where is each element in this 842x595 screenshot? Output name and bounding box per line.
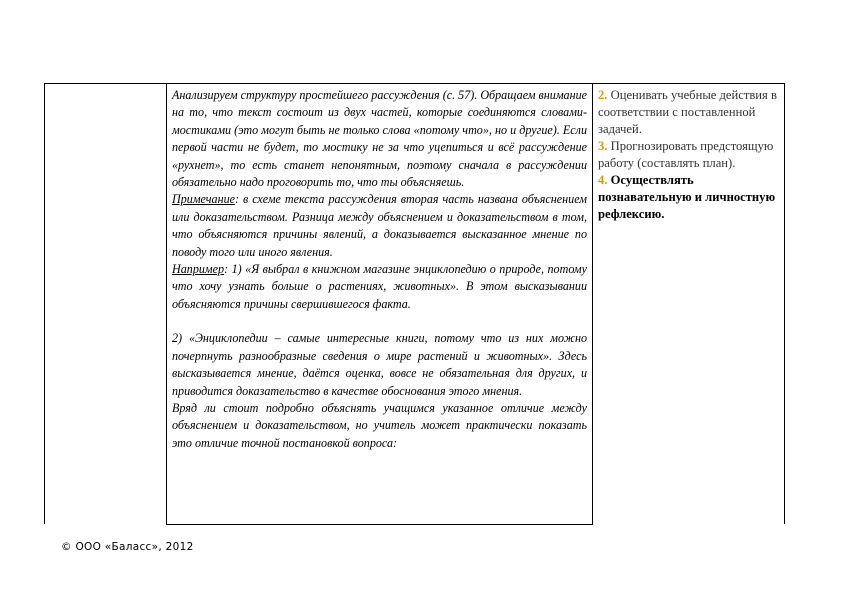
column-divider-right [592,84,593,524]
activity-number: 2. [598,88,608,102]
teacher-note-paragraph: Вряд ли стоит подробно объяснять учащимся указанное отличие между объяснением и доказательством, но учитель может практически показать это отличие точной постановкой вопроса: [172,400,587,450]
lesson-table [44,83,785,524]
learning-activities-cell [598,87,784,223]
column-divider-left [166,84,167,524]
copyright-footer: © ООО «Баласс», 2012 [61,541,194,553]
example-text: : 1) «Я выбрал в книжном магазине энциклопедию о природе, потому что хочу узнать больше о растениях, животных». В этом высказывании объясняются причины свершившегося факта. [172,262,587,311]
lesson-content-cell [172,87,587,452]
example-paragraph [172,261,587,313]
note-label: Примечание [172,192,235,207]
activity-number: 3. [598,139,608,153]
analysis-paragraph: Анализируем структуру простейшего рассуждения (с. 57). Обращаем внимание на то, что текст состоит из двух частей, которые соединяются словами-мостиками (это могут быть не только слова «потому что», но и другие). Если первой части не будет, то мостику не за что уцепиться и всё рассуждение «рухнет», то есть станет непонятным, поэтому сначала в рассуждении обязательно надо проговорить то, что ты объясняешь. [172,88,587,190]
note-text: : в схеме текста рассуждения вторая часть названа объяснением или доказательством. Разница между объяснением и доказательством в том, что объясняются причины явлений, а доказывается высказанное мнение по поводу того или иного явления. [172,192,587,259]
activity-number: 4. [598,173,608,187]
example-2-paragraph: 2) «Энциклопедии – самые интересные книги, потому что из них можно почерпнуть разнообразные сведения о мире растений и животных». Здесь высказывается мнение, даётся оценка, вовсе не обязательная для других, и приводится доказательство в качестве обоснования этого мнения. [172,331,587,398]
note-paragraph [172,191,587,261]
activity-item [598,172,784,223]
activity-text: Осуществлять познавательную и личностную рефлексию. [598,173,776,221]
activity-item [598,138,784,172]
paragraph-gap [172,313,587,330]
activity-text: Оценивать учебные действия в соответствии с поставленной задачей. [598,88,777,136]
middle-cell-bottom-border [166,524,593,525]
example-label: Например [172,262,225,277]
activity-text: Прогнозировать предстоящую работу (составлять план). [598,139,774,170]
activity-item [598,87,784,138]
